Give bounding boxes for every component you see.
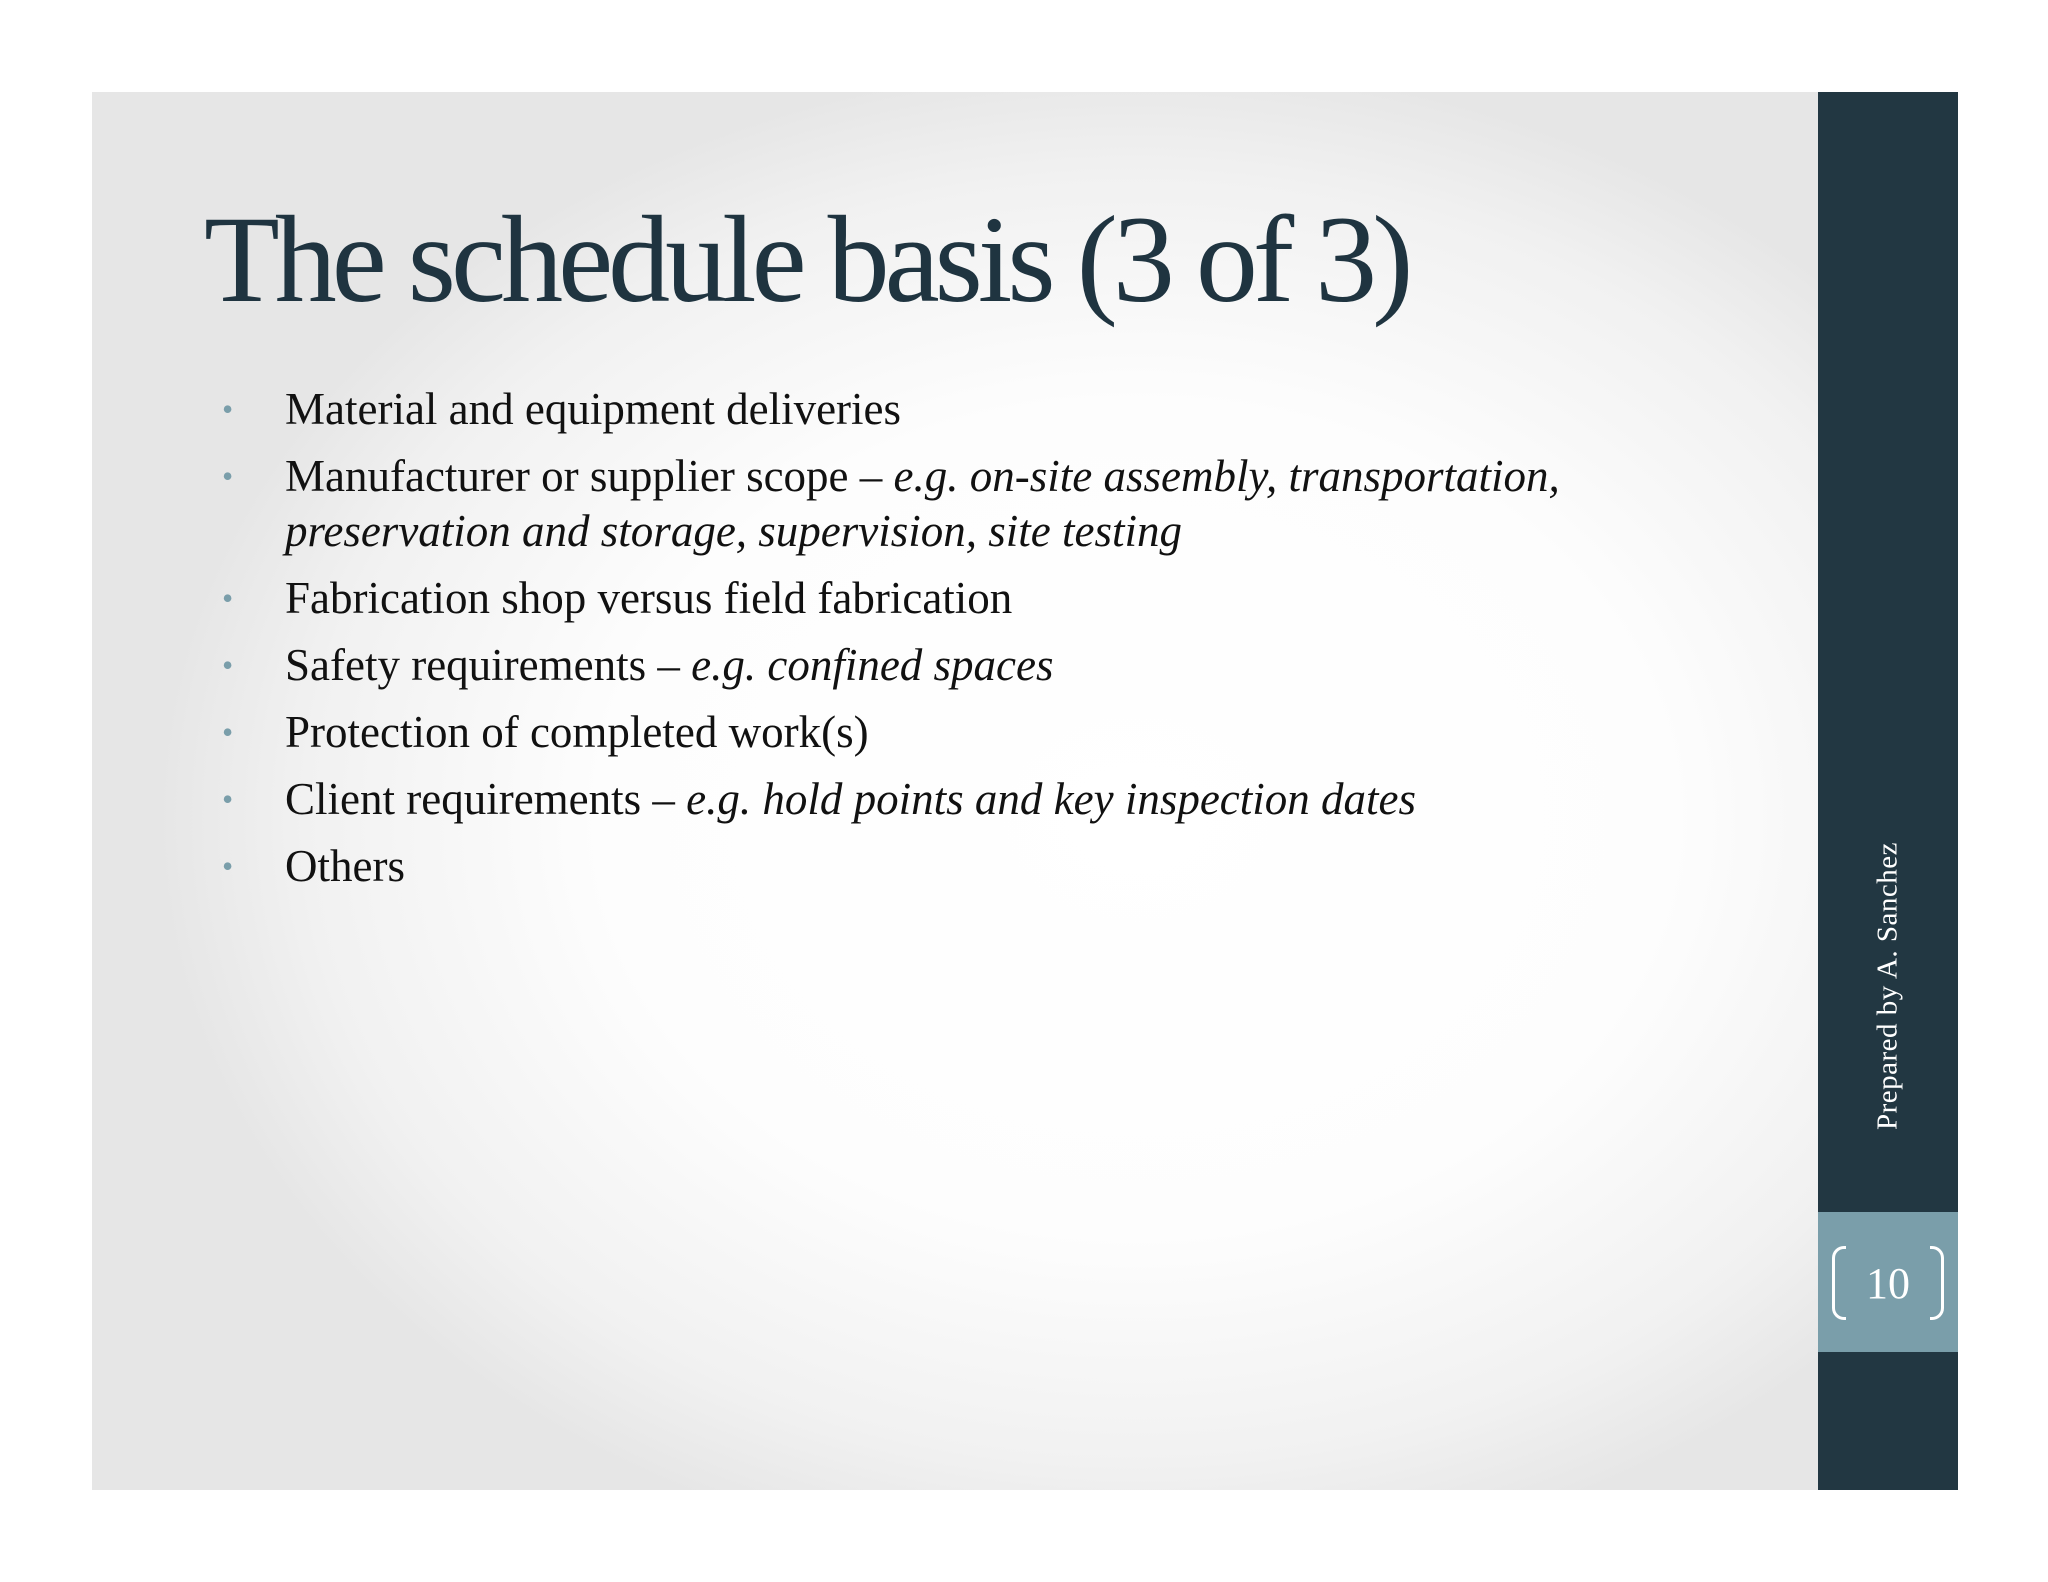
bullet-item	[222, 571, 1782, 626]
bullet-list	[222, 382, 1782, 906]
bullet-icon: •	[222, 458, 234, 494]
bullet-text: Protection of completed work(s)	[285, 707, 869, 757]
bullet-text: Material and equipment deliveries	[285, 384, 902, 434]
bullet-icon: •	[222, 391, 234, 427]
bullet-item	[222, 839, 1782, 894]
bullet-item	[222, 382, 1782, 437]
bullet-text: Safety requirements –	[285, 640, 692, 690]
bullet-icon: •	[222, 781, 234, 817]
bullet-item	[222, 449, 1782, 559]
bullet-example: e.g. hold points and key inspection dates	[686, 774, 1417, 824]
bullet-example: e.g. on-site assembly, transportation, preservation and storage, supervision, site testing	[285, 451, 1560, 556]
bullet-text: Manufacturer or supplier scope –	[285, 451, 894, 501]
bullet-icon: •	[222, 714, 234, 750]
bullet-item	[222, 638, 1782, 693]
footer-author: Prepared by A. Sanchez	[1871, 841, 1904, 1131]
slide-number-box	[1818, 1212, 1958, 1352]
slide-number: 10	[1866, 1259, 1910, 1308]
bullet-item	[222, 772, 1782, 827]
bullet-icon: •	[222, 580, 234, 616]
slide	[92, 92, 1958, 1490]
bullet-text: Client requirements –	[285, 774, 687, 824]
bullet-item	[222, 705, 1782, 760]
bullet-text: Others	[285, 841, 405, 891]
bullet-text: Fabrication shop versus field fabrication	[285, 573, 1013, 623]
bullet-example: e.g. confined spaces	[691, 640, 1054, 690]
bullet-icon: •	[222, 848, 234, 884]
bullet-icon: •	[222, 647, 234, 683]
slide-title: The schedule basis (3 of 3)	[204, 191, 1409, 328]
